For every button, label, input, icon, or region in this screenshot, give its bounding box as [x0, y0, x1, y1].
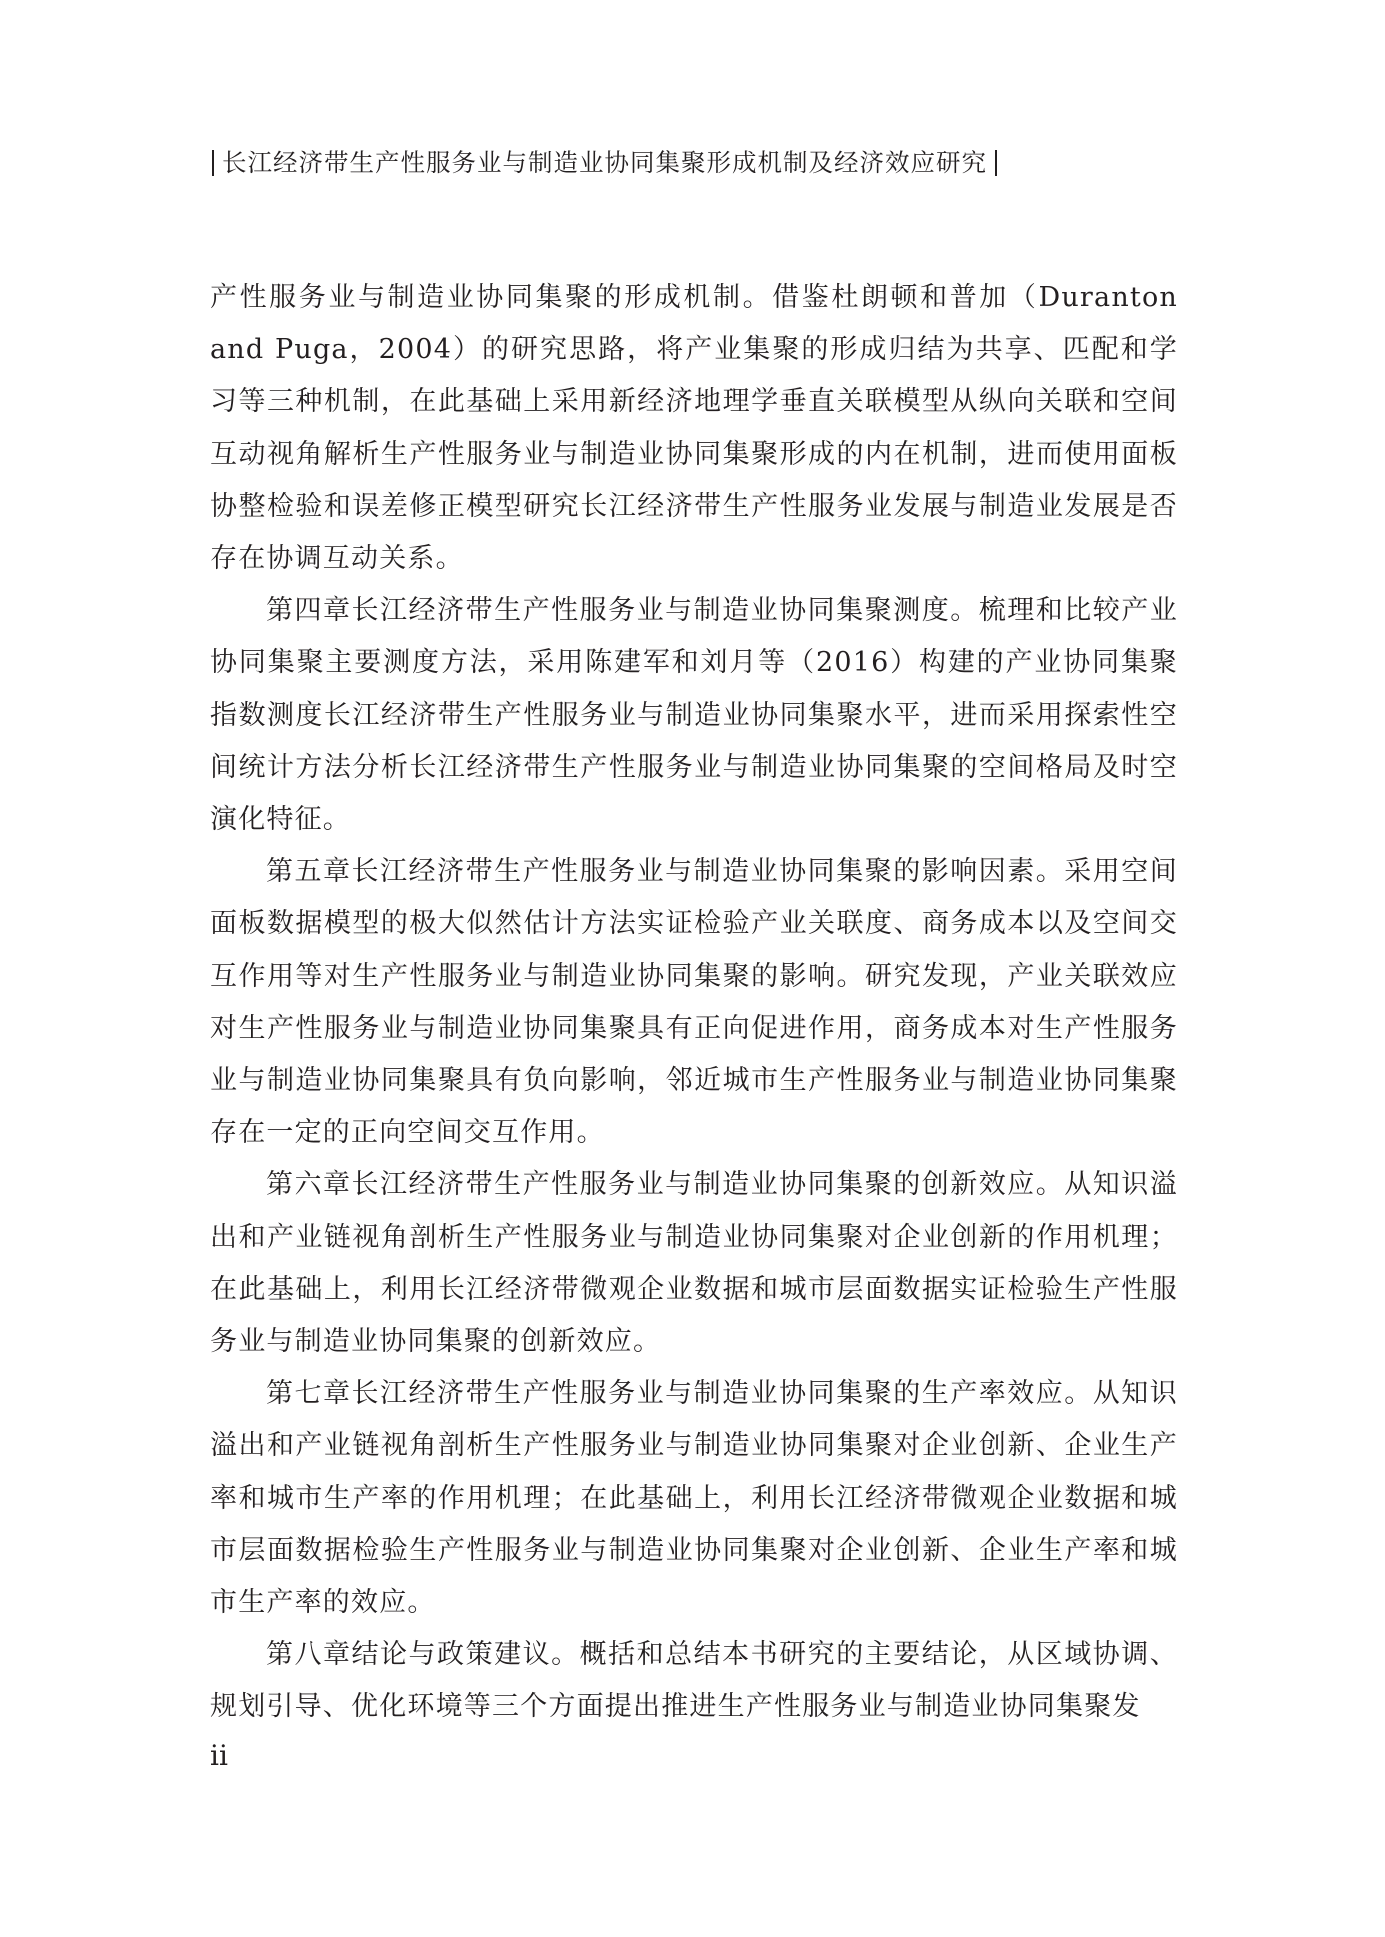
paragraph-chapter-7: 第七章长江经济带生产性服务业与制造业协同集聚的生产率效应。从知识溢出和产业链视角剖析生产性服务业与制造业协同集聚对企业创新、企业生产率和城市生产率的作用机理；在此基础上，利用长江经济带微观企业数据和城市层面数据检验生产性服务业与制造业协同集聚对企业创新、企业生产率和城市生产率的效应。 — [210, 1378, 1178, 1619]
paragraph-chapter-8: 第八章结论与政策建议。概括和总结本书研究的主要结论，从区域协调、规划引导、优化环境等三个方面提出推进生产性服务业与制造业协同集聚发 — [210, 1639, 1178, 1723]
paragraph-chapter-6: 第六章长江经济带生产性服务业与制造业协同集聚的创新效应。从知识溢出和产业链视角剖析生产性服务业与制造业协同集聚对企业创新的作用机理；在此基础上，利用长江经济带微观企业数据和城市层面数据实证检验生产性服务业与制造业协同集聚的创新效应。 — [210, 1169, 1178, 1358]
paragraph-chapter-5: 第五章长江经济带生产性服务业与制造业协同集聚的影响因素。采用空间面板数据模型的极大似然估计方法实证检验产业关联度、商务成本以及空间交互作用等对生产性服务业与制造业协同集聚的影响。研究发现，产业关联效应对生产性服务业与制造业协同集聚具有正向促进作用，商务成本对生产性服务业与制造业协同集聚具有负向影响，邻近城市生产性服务业与制造业协同集聚存在一定的正向空间交互作用。 — [210, 856, 1178, 1149]
paragraph-continuation: 产性服务业与制造业协同集聚的形成机制。借鉴杜朗顿和普加（Duranton and Puga，2004）的研究思路，将产业集聚的形成归结为共享、匹配和学习等三种机制，在此基础上采用新经济地理学垂直关联模型从纵向关联和空间互动视角解析生产性服务业与制造业协同集聚形成的内在机制，进而使用面板协整检验和误差修正模型研究长江经济带生产性服务业发展与制造业发展是否存在协调互动关系。 — [210, 282, 1178, 575]
header-right-rule — [995, 150, 997, 176]
body-text — [210, 272, 1178, 1734]
header-left-rule — [212, 150, 214, 176]
running-header-title: 长江经济带生产性服务业与制造业协同集聚形成机制及经济效应研究 — [222, 148, 987, 177]
page-number: ii — [210, 1739, 228, 1772]
running-header — [212, 143, 1036, 183]
paragraph-chapter-4: 第四章长江经济带生产性服务业与制造业协同集聚测度。梳理和比较产业协同集聚主要测度方法，采用陈建军和刘月等（2016）构建的产业协同集聚指数测度长江经济带生产性服务业与制造业协同集聚水平，进而采用探索性空间统计方法分析长江经济带生产性服务业与制造业协同集聚的空间格局及时空演化特征。 — [210, 595, 1178, 836]
